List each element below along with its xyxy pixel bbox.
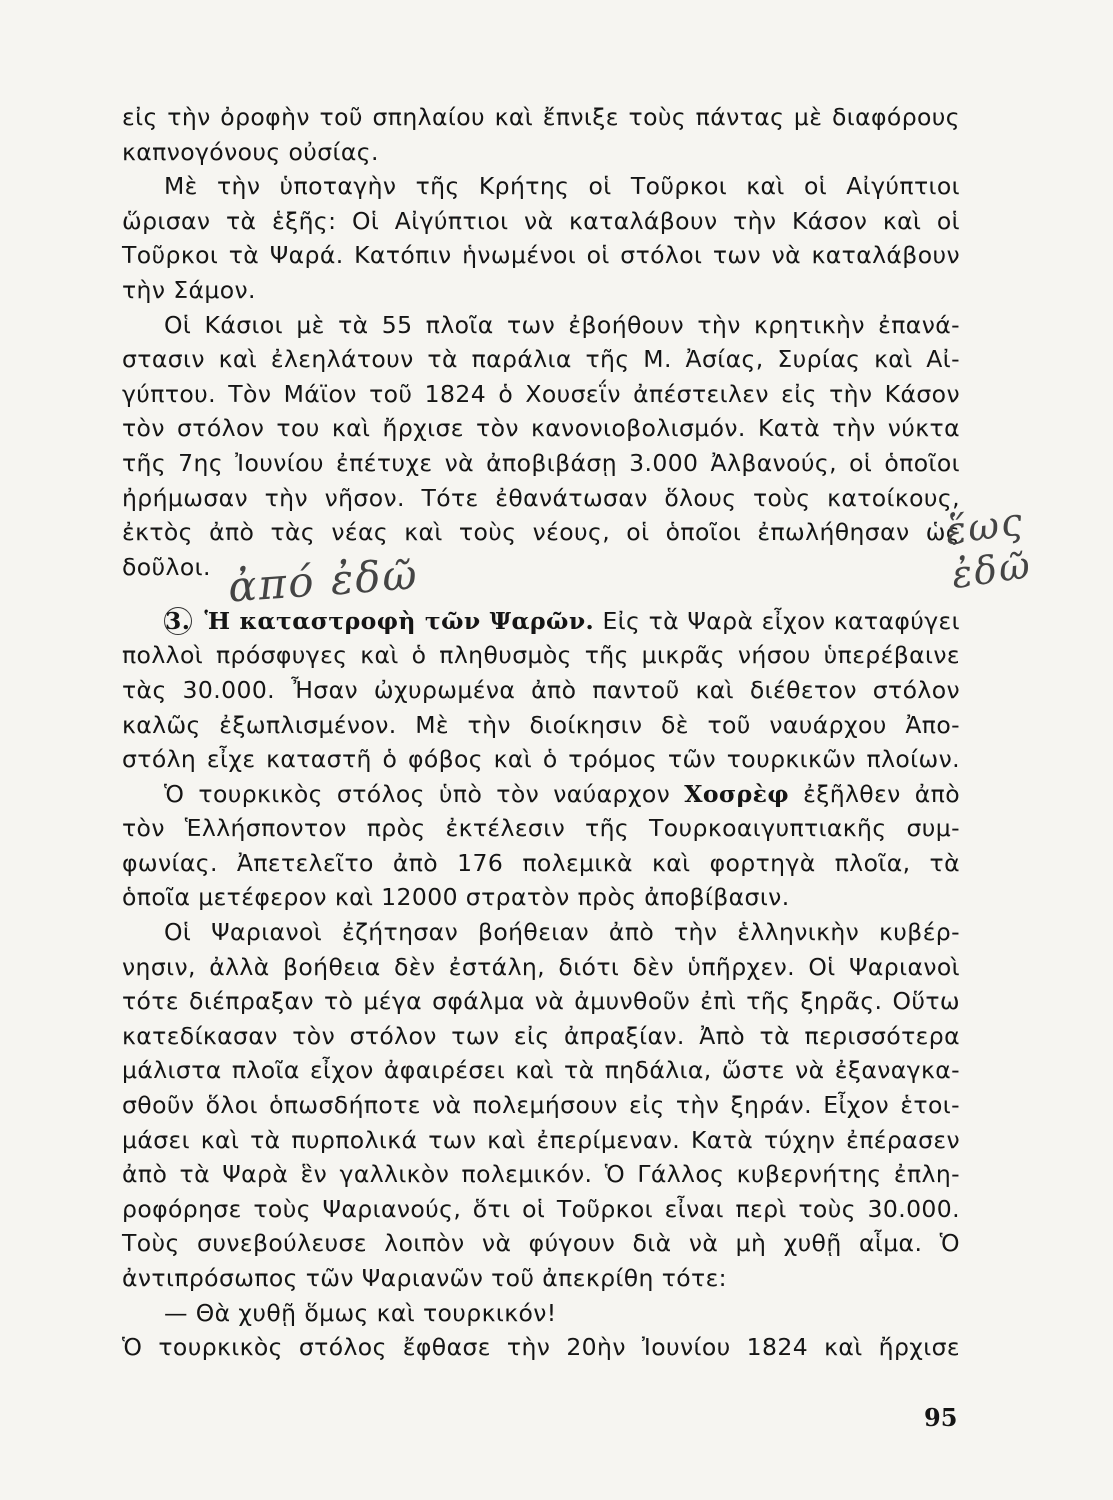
text-line: στασιν καὶ ἐλεηλάτουν τὰ παράλια τῆς Μ. Ἀσίας, Συρίας καὶ Αἰ- xyxy=(122,345,960,374)
text-line: εἰς τὴν ὀροφὴν τοῦ σπηλαίου καὶ ἔπνιξε τοὺς πάντας μὲ διαφόρους xyxy=(122,103,960,131)
text-line: ἐκτὸς ἀπὸ τὰς νέας καὶ τοὺς νέους, οἱ ὁποῖοι ἐπωλήθησαν ὡς δοῦλοι. xyxy=(122,518,960,581)
text-line: γύπτου. Τὸν Μάϊον τοῦ 1824 ὁ Χουσεΐν ἀπέστειλεν εἰς τὴν Κάσον xyxy=(122,379,960,408)
text-line: τὴν Σάμον. xyxy=(122,275,256,304)
text-line: ὁποῖα μετέφερον καὶ 12000 στρατὸν πρὸς ἀποβίβασιν. xyxy=(122,883,790,912)
text-line: τῆς 7ης Ἰουνίου ἐπέτυχε νὰ ἀποβιβάσῃ 3.000 Ἀλβανούς, οἱ ὁποῖοι xyxy=(122,448,960,477)
text-fragment: Ὁ τουρκικὸς στόλος ὑπὸ τὸν ναύαρχον xyxy=(164,779,671,808)
text-line xyxy=(122,777,960,812)
page-number: 95 xyxy=(924,1403,958,1432)
text-line: μάσει καὶ τὰ πυρπολικά των καὶ ἐπερίμεναν. Κατὰ τύχην ἐπέρασεν xyxy=(122,1125,960,1154)
text-line: πολλοὶ πρόσφυγες καὶ ὁ πληθυσμὸς τῆς μικρᾶς νήσου ὑπερέβαινε xyxy=(122,641,960,670)
handwritten-margin-note: ἕως ἐδῶ xyxy=(942,498,1035,598)
text-line: τὸν Ἑλλήσποντον πρὸς ἐκτέλεσιν τῆς Τουρκοαιγυπτιακῆς συμ- xyxy=(122,814,960,843)
text-line: καλῶς ἐξωπλισμένον. Μὲ τὴν διοίκησιν δὲ τοῦ ναυάρχου Ἀπο- xyxy=(122,710,960,739)
text-fragment: Εἰς τὰ Ψαρὰ εἶχον καταφύγει xyxy=(602,606,960,635)
text-fragment: ἐξῆλθεν ἀπὸ xyxy=(803,779,960,808)
section-number: 3. xyxy=(165,606,191,635)
text-line: ἀπὸ τὰ Ψαρὰ ἓν γαλλικὸν πολεμικόν. Ὁ Γάλλος κυβερνήτης ἐπλη- xyxy=(122,1160,960,1189)
text-line: Ὁ τουρκικὸς στόλος ἔφθασε τὴν 20ὴν Ἰουνίου 1824 καὶ ἤρχισε xyxy=(122,1333,960,1362)
text-line: Τοὺς συνεβούλευσε λοιπὸν νὰ φύγουν διὰ νὰ μὴ χυθῇ αἷμα. Ὁ xyxy=(122,1229,960,1258)
text-line: μάλιστα πλοῖα εἶχον ἀφαιρέσει καὶ τὰ πηδάλια, ὥστε νὰ ἐξαναγκα- xyxy=(122,1056,960,1085)
text-line: στόλη εἶχε καταστῆ ὁ φόβος καὶ ὁ τρόμος τῶν τουρκικῶν πλοίων. xyxy=(122,745,960,774)
text-line: Μὲ τὴν ὑποταγὴν τῆς Κρήτης οἱ Τοῦρκοι καὶ οἱ Αἰγύπτιοι xyxy=(164,172,960,201)
body-text xyxy=(122,100,960,1365)
text-line: κατεδίκασαν τὸν στόλον των εἰς ἀπραξίαν. Ἀπὸ τὰ περισσότερα xyxy=(122,1021,960,1050)
text-line: ὥρισαν τὰ ἑξῆς: Οἱ Αἰγύπτιοι νὰ καταλάβουν τὴν Κάσον καὶ οἱ xyxy=(122,206,960,235)
text-line: τὸν στόλον του καὶ ἤρχισε τὸν κανονιοβολισμόν. Κατὰ τὴν νύκτα xyxy=(122,414,960,443)
text-line: ἠρήμωσαν τὴν νῆσον. Τότε ἐθανάτωσαν ὅλους τοὺς κατοίκους, xyxy=(122,483,960,512)
dialogue-line: — Θὰ χυθῇ ὅμως καὶ τουρκικόν! xyxy=(164,1298,557,1327)
text-line: Οἱ Κάσιοι μὲ τὰ 55 πλοῖα των ἐβοήθουν τὴν κρητικὴν ἐπανά- xyxy=(164,310,960,339)
text-line: Τοῦρκοι τὰ Ψαρά. Κατόπιν ἡνωμένοι οἱ στόλοι των νὰ καταλάβουν xyxy=(122,241,960,270)
text-line: φωνίας. Ἀπετελεῖτο ἀπὸ 176 πολεμικὰ καὶ φορτηγὰ πλοῖα, τὰ xyxy=(122,848,960,877)
handwritten-note: ἀπό ἐδῶ xyxy=(226,549,421,612)
text-line: νησιν, ἀλλὰ βοήθεια δὲν ἐστάλη, διότι δὲν ὑπῆρχεν. Οἱ Ψαριανοὶ xyxy=(122,952,960,981)
text-line: ροφόρησε τοὺς Ψαριανούς, ὅτι οἱ Τοῦρκοι εἶναι περὶ τοὺς 30.000. xyxy=(122,1194,960,1223)
text-line: τὰς 30.000. Ἦσαν ὠχυρωμένα ἀπὸ παντοῦ καὶ διέθετον στόλον xyxy=(122,675,960,704)
text-line: καπνογόνους οὐσίας. xyxy=(122,137,379,166)
bold-name: Χοσρὲφ xyxy=(684,779,790,808)
text-line: ἀντιπρόσωπος τῶν Ψαριανῶν τοῦ ἀπεκρίθη τότε: xyxy=(122,1264,727,1292)
text-line: τότε διέπραξαν τὸ μέγα σφάλμα νὰ ἀμυνθοῦν ἐπὶ τῆς ξηρᾶς. Οὕτω xyxy=(122,987,960,1016)
section-title: Ἡ καταστροφὴ τῶν Ψαρῶν. xyxy=(204,606,595,635)
text-line: Οἱ Ψαριανοὶ ἐζήτησαν βοήθειαν ἀπὸ τὴν ἑλληνικὴν κυβέρ- xyxy=(164,918,960,947)
text-line: σθοῦν ὅλοι ὁπωσδήποτε νὰ πολεμήσουν εἰς τὴν ξηράν. Εἶχον ἑτοι- xyxy=(122,1091,960,1120)
